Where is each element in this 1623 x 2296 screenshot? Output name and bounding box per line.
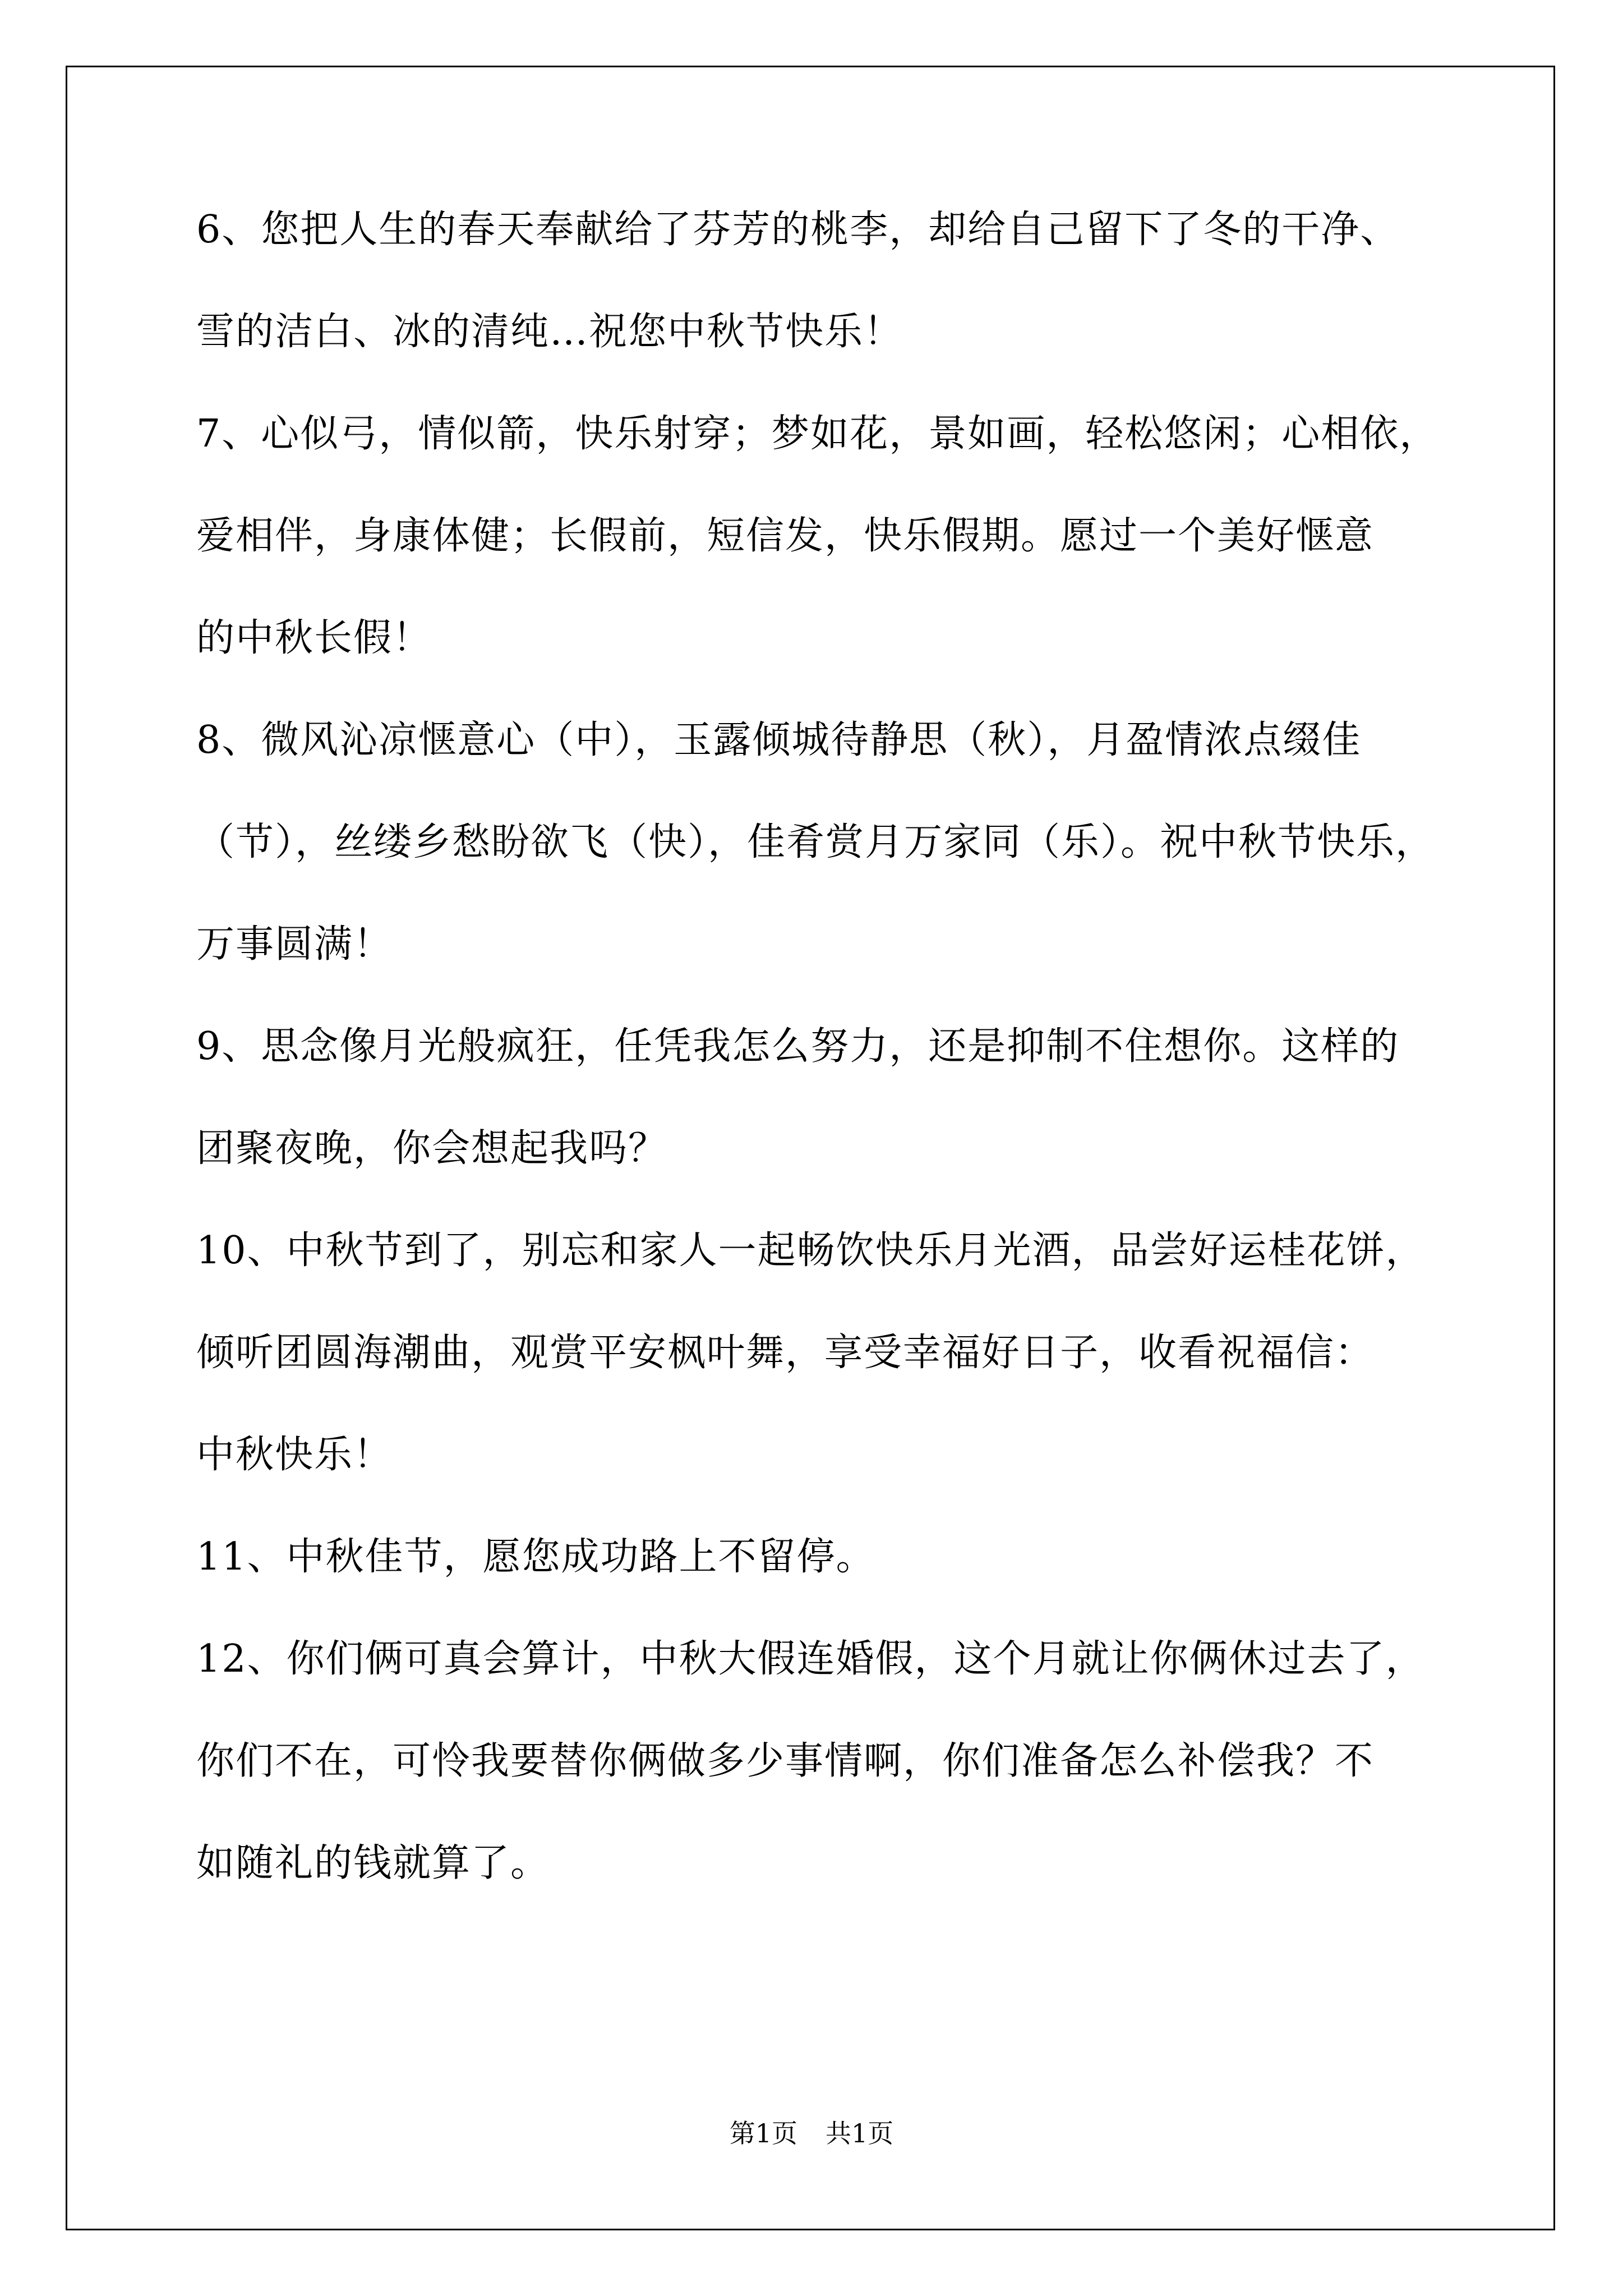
text-line: （节），丝缕乡愁盼欲飞（快），佳肴赏月万家同（乐）。祝中秋节快乐， [196,820,1435,864]
text-line: 倾听团圆海潮曲，观赏平安枫叶舞，享受幸福好日子，收看祝福信： [196,1331,1375,1375]
text-line: 的中秋长假！ [196,616,432,660]
text-line: 万事圆满！ [196,922,393,967]
text-line: 9、思念像月光般疯狂，任凭我怎么努力，还是抑制不住想你。这样的 [196,1024,1400,1069]
page-number-current: 第1页 [729,2118,797,2148]
document-body [196,208,1464,1943]
page-number-total: 共1页 [826,2118,894,2148]
text-line: 6、您把人生的春天奉献给了芬芳的桃李，却给自己留下了冬的干净、 [196,208,1400,252]
text-line: 团聚夜晚，你会想起我吗？ [196,1126,668,1171]
text-line: 10、中秋节到了，别忘和家人一起畅饮快乐月光酒，品尝好运桂花饼， [196,1228,1425,1273]
text-line: 爱相伴，身康体健；长假前，短信发，快乐假期。愿过一个美好惬意 [196,514,1375,558]
text-line: 中秋快乐！ [196,1433,393,1477]
text-line: 8、微风沁凉惬意心（中），玉露倾城待静思（秋），月盈情浓点缀佳 [196,718,1362,762]
text-line: 你们不在，可怜我要替你俩做多少事情啊，你们准备怎么补偿我？不 [196,1739,1375,1783]
text-line: 11、中秋佳节，愿您成功路上不留停。 [196,1535,875,1579]
text-line: 如随礼的钱就算了。 [196,1841,550,1885]
text-line: 雪的洁白、冰的清纯…祝您中秋节快乐！ [196,310,903,354]
text-line: 7、心似弓，情似箭，快乐射穿；梦如花，景如画，轻松悠闲；心相依， [196,412,1439,456]
page-footer [0,2118,1623,2149]
text-line: 12、你们俩可真会算计，中秋大假连婚假，这个月就让你俩休过去了， [196,1637,1425,1681]
